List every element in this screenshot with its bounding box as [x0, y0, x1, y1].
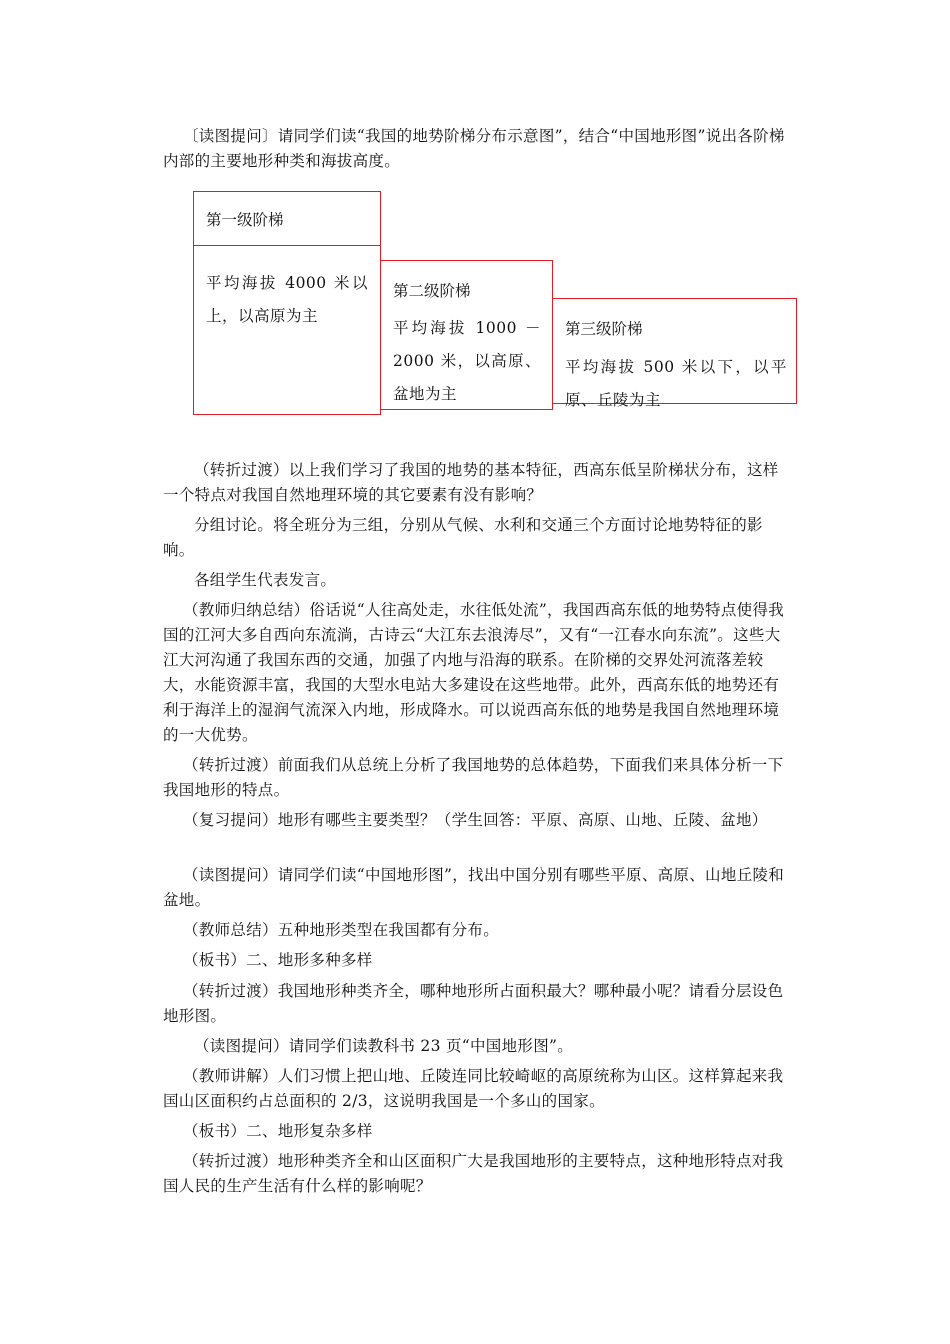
step-one-box	[193, 191, 381, 415]
step-three-title: 第三级阶梯	[565, 320, 643, 338]
intro-paragraph: 〔读图提问〕请同学们读“我国的地势阶梯分布示意图”，结合“中国地形图”说出各阶梯内部的主要地形种类和海拔高度。	[163, 127, 785, 170]
paragraph: （教师归纳总结）俗话说“人往高处走，水往低处流”，我国西高东低的地势特点使得我国的江河大多自西向东流淌，古诗云“大江东去浪涛尽”，又有“一江春水向东流”。这些大江大河沟通了我国东西的交通，加强了内地与沿海的联系。在阶梯的交界处河流落差较大，水能资源丰富，我国的大型水电站大多建设在这些地带。此外，西高东低的地势还有利于海洋上的湿润气流深入内地，形成降水。可以说西高东低的地势是我国自然地理环境的一大优势。	[163, 601, 785, 744]
paragraph: （读图提问）请同学们读“中国地形图”，找出中国分别有哪些平原、高原、山地丘陵和盆地。	[163, 866, 785, 909]
paragraph: （教师总结）五种地形类型在我国都有分布。	[183, 921, 500, 939]
paragraph: （转折过渡）以上我们学习了我国的地势的基本特征，西高东低呈阶梯状分布，这样一个特点对我国自然地理环境的其它要素有没有影响？	[163, 461, 779, 504]
paragraph: 各组学生代表发言。	[194, 571, 337, 589]
paragraph: （转折过渡）我国地形种类齐全，哪种地形所占面积最大？哪种最小呢？请看分层设色地形图。	[163, 982, 784, 1025]
board-heading: （板书）二、地形多种多样	[183, 951, 373, 969]
step-one-title: 第一级阶梯	[206, 211, 284, 229]
step-one-divider	[193, 245, 381, 246]
step-two-desc: 平均海拔 1000 － 2000 米，以高原、盆地为主	[393, 319, 541, 403]
paragraph: （转折过渡）前面我们从总统上分析了我国地势的总体趋势，下面我们来具体分析一下我国地形的特点。	[163, 756, 784, 799]
board-heading: （板书）二、地形复杂多样	[183, 1122, 373, 1140]
step-two-box	[380, 260, 553, 410]
paragraph: 分组讨论。将全班分为三组，分别从气候、水利和交通三个方面讨论地势特征的影响。	[163, 516, 763, 559]
step-three-desc: 平均海拔 500 米以下，以平原、丘陵为主	[565, 358, 787, 409]
paragraph: （读图提问）请同学们读教科书 23 页“中国地形图”。	[194, 1037, 574, 1055]
paragraph: （教师讲解）人们习惯上把山地、丘陵连同比较崎岖的高原统称为山区。这样算起来我国山区面积约占总面积的 2/3，这说明我国是一个多山的国家。	[163, 1067, 784, 1110]
step-three-box	[552, 298, 797, 409]
paragraph: （复习提问）地形有哪些主要类型？（学生回答：平原、高原、山地、丘陵、盆地）	[183, 811, 768, 829]
paragraph: （转折过渡）地形种类齐全和山区面积广大是我国地形的主要特点，这种地形特点对我国人民的生产生活有什么样的影响呢？	[163, 1152, 784, 1195]
step-two-title: 第二级阶梯	[393, 282, 471, 300]
step-one-desc: 平均海拔 4000 米以上，以高原为主	[206, 274, 368, 325]
